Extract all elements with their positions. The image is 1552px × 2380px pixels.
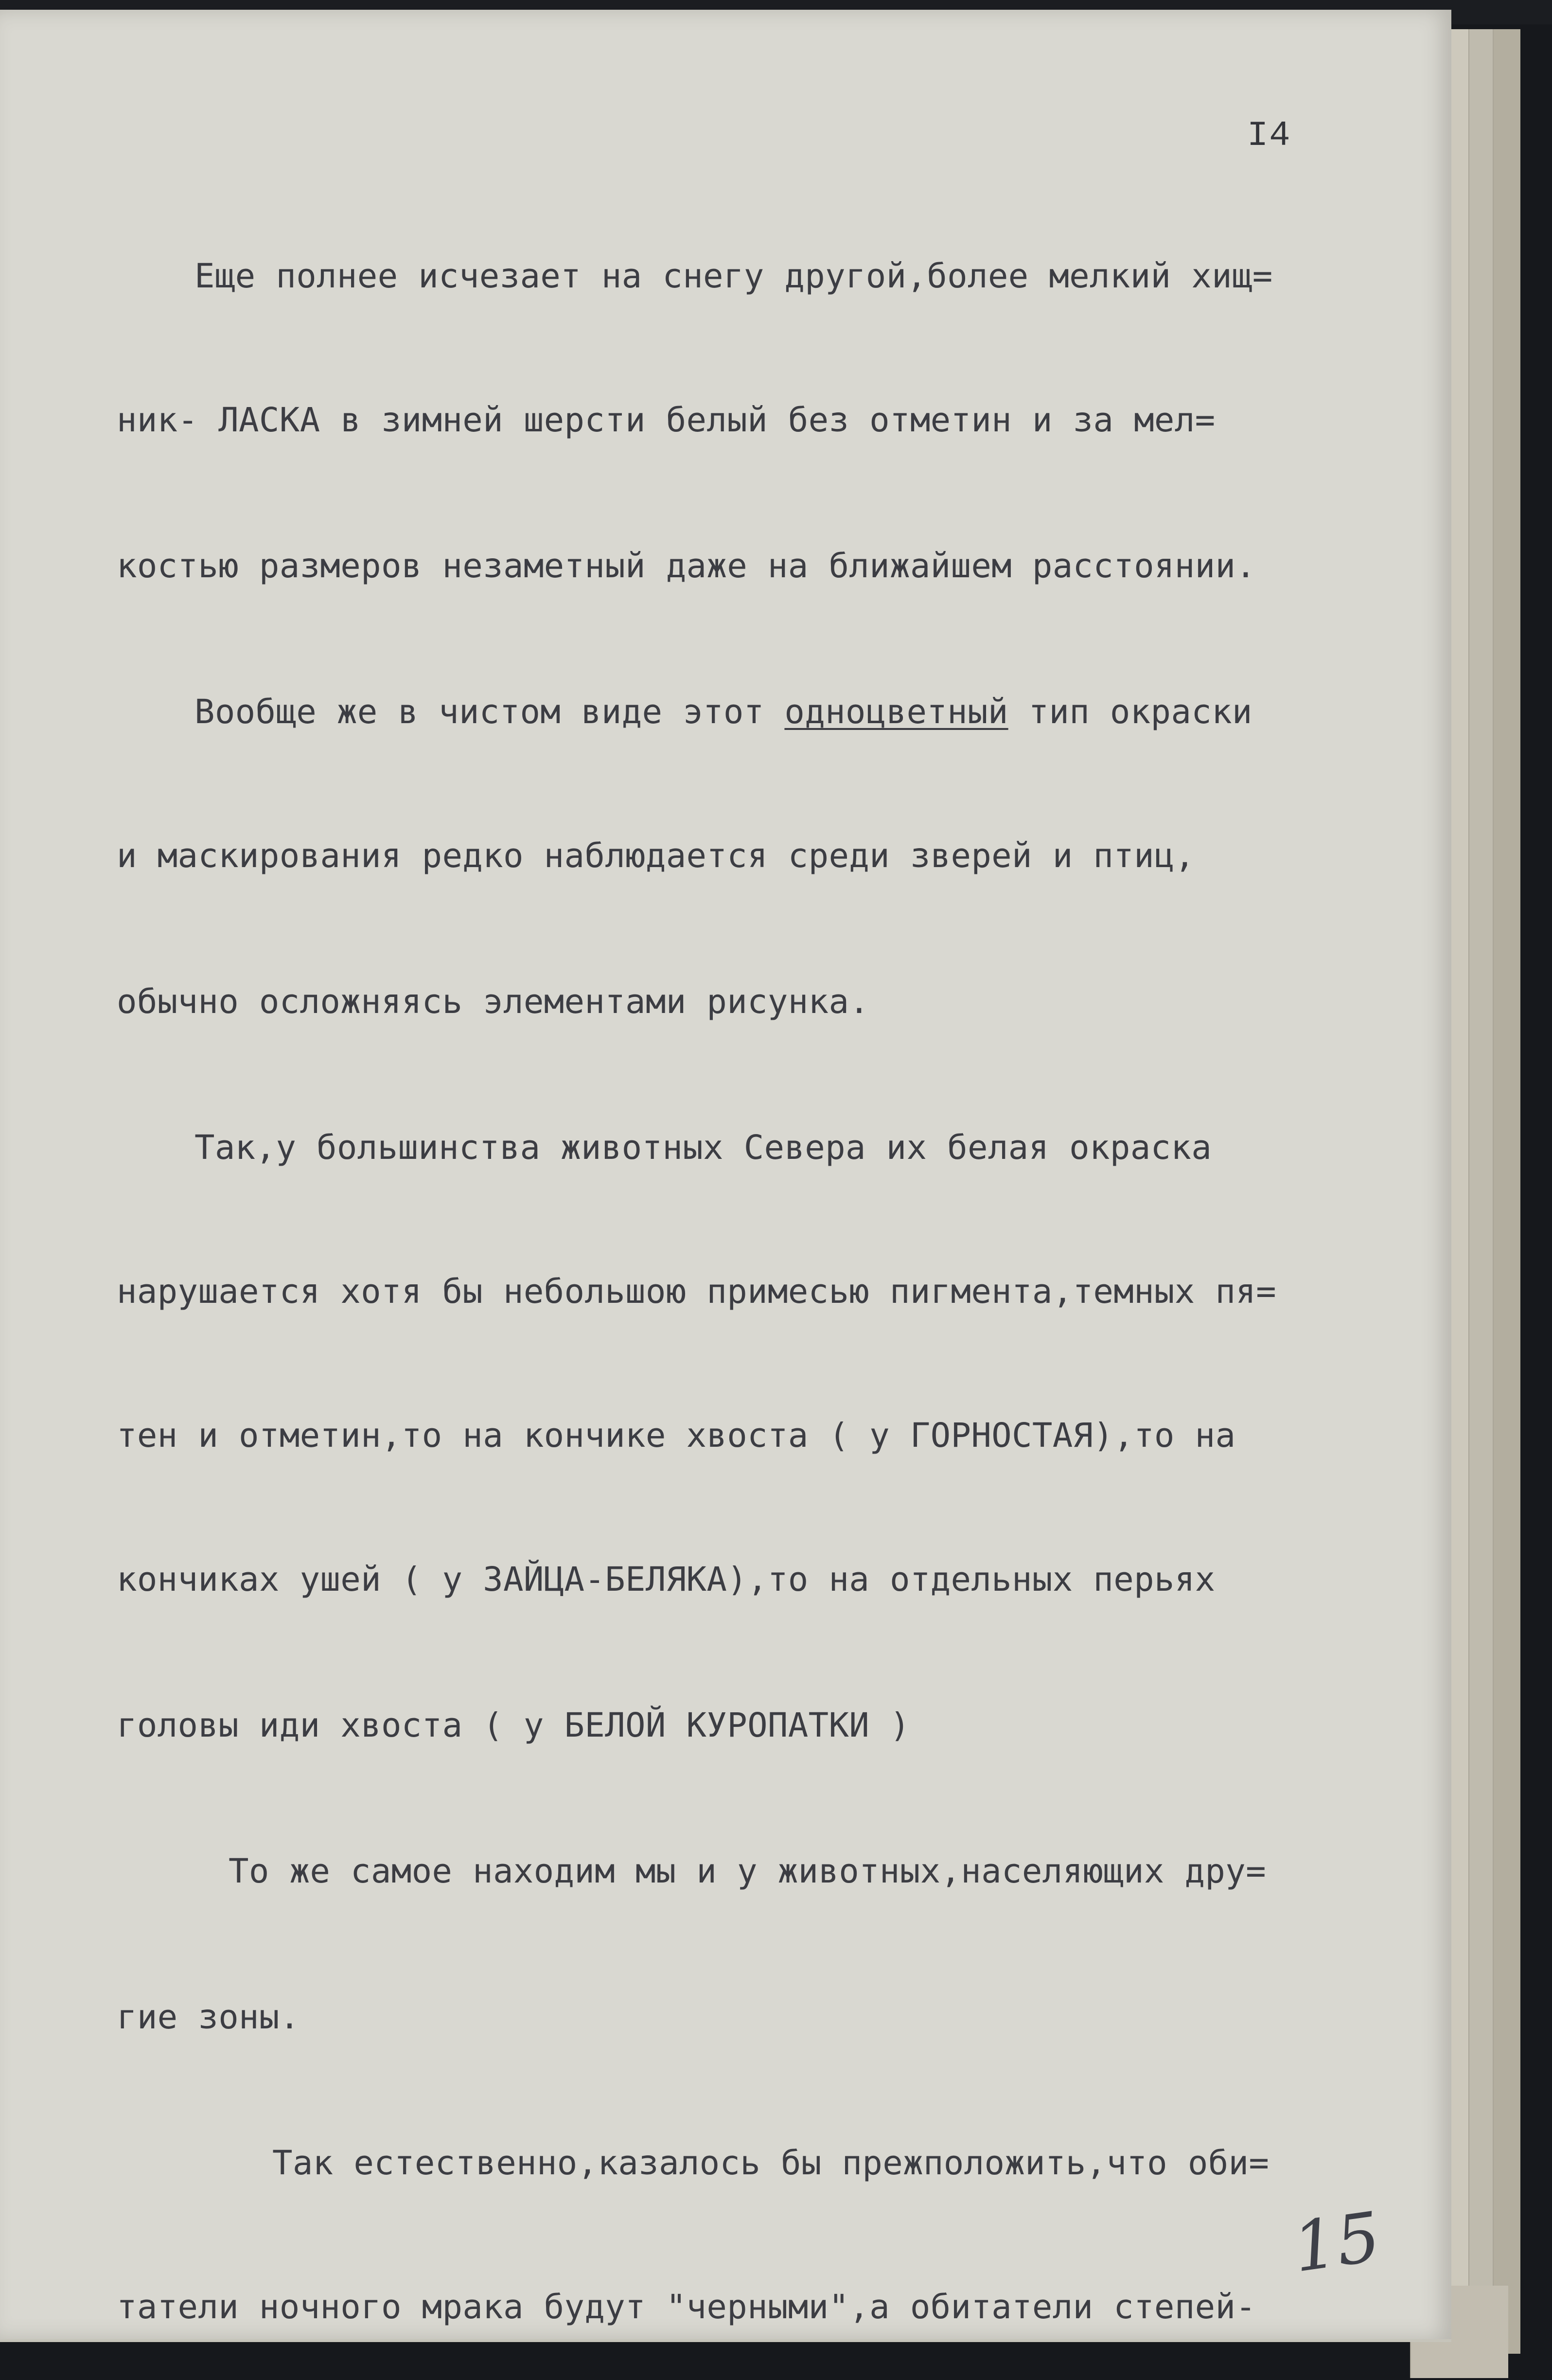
- text-line: головы иди хвоста ( у БЕЛОЙ КУРОПАТКИ ): [117, 1706, 910, 1745]
- text-line: тен и отметин,то на кончике хвоста ( у ГОРНОСТАЯ),то на: [117, 1416, 1236, 1455]
- text-line: гие зоны.: [117, 1998, 300, 2037]
- text-span: Вообще же в чистом виде этот: [194, 693, 785, 731]
- text-line: кончиках ушей ( у ЗАЙЦА-БЕЛЯКА),то на отдельных перьях: [117, 1560, 1216, 1599]
- text-line: костью размеров незаметный даже на ближайшем расстоянии.: [117, 547, 1256, 586]
- text-line: обычно осложняясь элементами рисунка.: [117, 982, 870, 1021]
- text-line: [117, 679, 1429, 745]
- text-line: Так,у большинства животных Севера их белая окраска: [194, 1128, 1212, 1167]
- text-line: и маскирования редко наблюдается среди зверей и птиц,: [117, 836, 1195, 875]
- body-text: [117, 165, 1429, 2380]
- text-span: тип окраски: [1008, 693, 1252, 731]
- typewritten-page: [0, 10, 1451, 2342]
- text-line: Еще полнее исчезает на снегу другой,более мелкий хищ=: [194, 257, 1273, 296]
- text-line: татели ночного мрака будут "черными",а обитатели степей-: [117, 2288, 1256, 2327]
- handwritten-folio-number: 15: [1288, 2197, 1385, 2288]
- stacked-sheet-edge: [1493, 29, 1520, 2354]
- text-line: нарушается хотя бы небольшою примесью пигмента,темных пя=: [117, 1272, 1276, 1311]
- text-line: ник- ЛАСКА в зимней шерсти белый без отметин и за мел=: [117, 401, 1216, 440]
- text-line: То же самое находим мы и у животных,населяющих дру=: [229, 1852, 1266, 1891]
- page-number: I4: [1247, 116, 1291, 156]
- text-line: Так естественно,казалось бы прежположить,что оби=: [272, 2144, 1270, 2183]
- underlined-word: одноцветный: [784, 693, 1008, 731]
